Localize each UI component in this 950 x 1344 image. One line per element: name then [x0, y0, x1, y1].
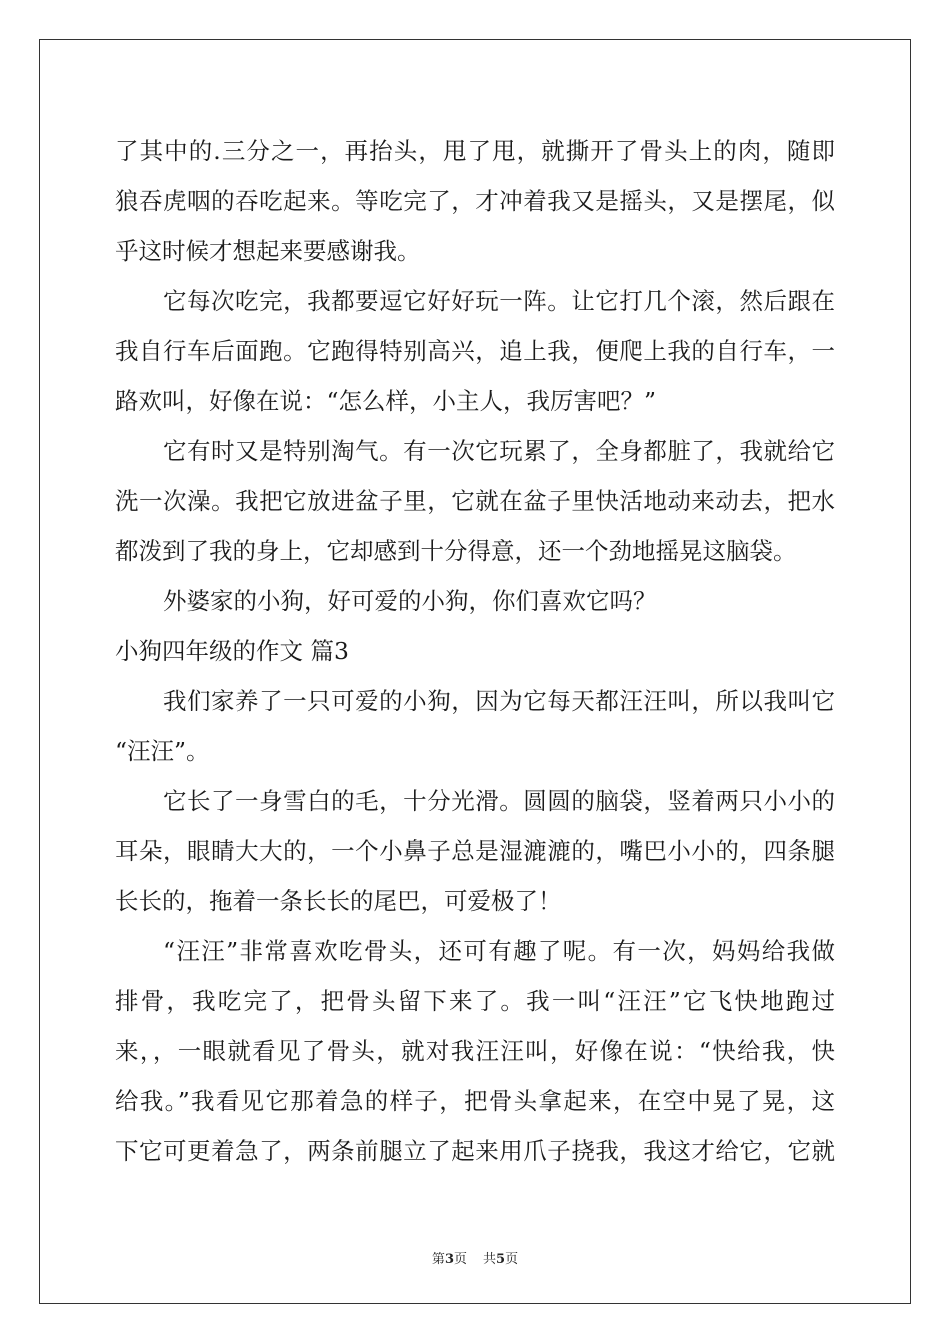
text-line: 都泼到了我的身上，它却感到十分得意，还一个劲地摇晃这脑袋。	[115, 537, 797, 565]
page-number: 3	[444, 1252, 454, 1267]
text-line: 了其中的.三分之一，再抬头，甩了甩，就撕开了骨头上的肉，随即	[115, 137, 835, 165]
text-line: 长长的，拖着一条长长的尾巴，可爱极了！	[115, 887, 562, 915]
text-line: 来，，一眼就看见了骨头，就对我汪汪叫，好像在说：“快给我，快	[115, 1037, 835, 1065]
text-line: 给我。”我看见它那着急的样子，把骨头拿起来，在空中晃了晃，这	[115, 1087, 835, 1115]
text-line: 我们家养了一只可爱的小狗，因为它每天都汪汪叫，所以我叫它	[163, 687, 835, 715]
document-body	[115, 126, 835, 1176]
page-footer	[0, 1248, 950, 1267]
text-line: 狼吞虎咽的吞吃起来。等吃完了，才冲着我又是摇头，又是摆尾，似	[115, 187, 835, 215]
text-line: 路欢叫，好像在说：“怎么样，小主人，我厉害吧？”	[115, 387, 657, 415]
text-line: 我自行车后面跑。它跑得特别高兴，追上我，便爬上我的自行车，一	[115, 337, 835, 365]
text-line: 它每次吃完，我都要逗它好好玩一阵。让它打几个滚，然后跟在	[163, 287, 835, 315]
text-line: 下它可更着急了，两条前腿立了起来用爪子挠我，我这才给它，它就	[115, 1137, 835, 1165]
text-line: “汪汪”非常喜欢吃骨头，还可有趣了呢。有一次，妈妈给我做	[163, 937, 835, 965]
total-pages: 5	[496, 1252, 506, 1267]
text-line: “汪汪”。	[115, 737, 210, 765]
text-line: 乎这时候才想起来要感谢我。	[115, 237, 421, 265]
text-line: 它有时又是特别淘气。有一次它玩累了，全身都脏了，我就给它	[163, 437, 835, 465]
total-unit: 页	[505, 1252, 519, 1267]
total-prefix: 共	[483, 1252, 497, 1267]
text-line: 排骨，我吃完了，把骨头留下来了。我一叫“汪汪”它飞快地跑过	[115, 987, 835, 1015]
text-line: 洗一次澡。我把它放进盆子里，它就在盆子里快活地动来动去，把水	[115, 487, 835, 515]
text-line: 它长了一身雪白的毛，十分光滑。圆圆的脑袋，竖着两只小小的	[163, 787, 835, 815]
page-prefix: 第	[431, 1252, 445, 1267]
page-unit: 页	[453, 1252, 467, 1267]
text-line: 耳朵，眼睛大大的，一个小鼻子总是湿漉漉的，嘴巴小小的，四条腿	[115, 837, 835, 865]
section-heading: 小狗四年级的作文 篇3	[115, 637, 349, 665]
text-line: 外婆家的小狗，好可爱的小狗，你们喜欢它吗？	[163, 587, 657, 615]
